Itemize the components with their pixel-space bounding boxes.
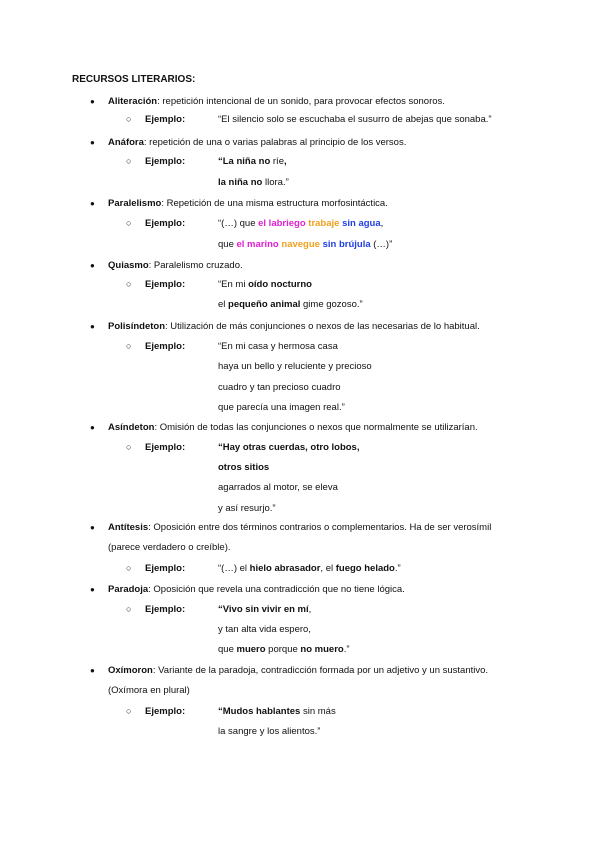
bullet-icon: ● xyxy=(90,199,95,208)
definition: : repetición intencional de un sonido, para provocar efectos sonoros. xyxy=(157,96,445,107)
example-line: cuadro y tan precioso cuadro xyxy=(218,382,341,393)
definition: : repetición de una o varias palabras al principio de los versos. xyxy=(143,137,407,148)
term: Asíndeton xyxy=(108,422,155,433)
term: Antítesis xyxy=(108,522,149,533)
example-line: “Vivo sin vivir en mí, xyxy=(218,604,312,615)
example-line: que parecía una imagen real.” xyxy=(218,402,345,413)
page-title: RECURSOS LITERARIOS: xyxy=(72,74,196,85)
example-line: agarrados al motor, se eleva xyxy=(218,482,338,493)
definition: : Oposición que revela una contradicción que no tiene lógica. xyxy=(148,584,405,595)
definition: : Oposición entre dos términos contrarios o complementarios. Ha de ser verosímil xyxy=(148,522,492,533)
bullet-icon: ● xyxy=(90,523,95,532)
example-line: “En mi casa y hermosa casa xyxy=(218,341,338,352)
bullet-icon: ● xyxy=(90,261,95,270)
example-label: Ejemplo: xyxy=(145,218,186,229)
example-line: que el marino navegue sin brújula (…)” xyxy=(218,239,393,250)
example-label: Ejemplo: xyxy=(145,341,186,352)
example-label: Ejemplo: xyxy=(145,156,186,167)
definition: : Utilización de más conjunciones o nexos de las necesarias de lo habitual. xyxy=(165,321,480,332)
circle-bullet-icon: ○ xyxy=(126,442,132,452)
example-line: “En mi oído nocturno xyxy=(218,279,312,290)
example-line: la niña no llora.” xyxy=(218,177,289,188)
term: Paralelismo xyxy=(108,198,162,209)
example-label: Ejemplo: xyxy=(145,114,186,125)
bullet-icon: ● xyxy=(90,322,95,331)
example-line: y tan alta vida espero, xyxy=(218,624,311,635)
circle-bullet-icon: ○ xyxy=(126,279,132,289)
term: Aliteración xyxy=(108,96,158,107)
example-line: y así resurjo.” xyxy=(218,503,276,514)
term: Anáfora xyxy=(108,137,144,148)
example-line: “Hay otras cuerdas, otro lobos, xyxy=(218,442,360,453)
example-line: la sangre y los alientos.” xyxy=(218,726,321,737)
circle-bullet-icon: ○ xyxy=(126,604,132,614)
example-line: “Mudos hablantes sin más xyxy=(218,706,336,717)
example-line: “La niña no ríe, xyxy=(218,156,287,167)
bullet-icon: ● xyxy=(90,585,95,594)
bullet-icon: ● xyxy=(90,666,95,675)
term: Quiasmo xyxy=(108,260,149,271)
example-label: Ejemplo: xyxy=(145,442,186,453)
definition: : Repetición de una misma estructura morfosintáctica. xyxy=(161,198,388,209)
example-line: haya un bello y reluciente y precioso xyxy=(218,361,372,372)
example-label: Ejemplo: xyxy=(145,279,186,290)
bullet-icon: ● xyxy=(90,138,95,147)
bullet-icon: ● xyxy=(90,97,95,106)
term: Oxímoron xyxy=(108,665,153,676)
example-line: “(…) el hielo abrasador, el fuego helado.” xyxy=(218,563,401,574)
circle-bullet-icon: ○ xyxy=(126,218,132,228)
example-label: Ejemplo: xyxy=(145,604,186,615)
definition: : Variante de la paradoja, contradicción formada por un adjetivo y un sustantivo. xyxy=(152,665,489,676)
definition: : Paralelismo cruzado. xyxy=(148,260,243,271)
example-line: otros sitios xyxy=(218,462,270,473)
example-line: “(…) que el labriego trabaje sin agua, xyxy=(218,218,384,229)
example-label: Ejemplo: xyxy=(145,563,186,574)
term: Polisíndeton xyxy=(108,321,165,332)
example-label: Ejemplo: xyxy=(145,706,186,717)
definition-continued: (Oxímora en plural) xyxy=(108,685,190,696)
definition-continued: (parece verdadero o creíble). xyxy=(108,542,231,553)
term: Paradoja xyxy=(108,584,149,595)
circle-bullet-icon: ○ xyxy=(126,706,132,716)
example-line: “El silencio solo se escuchaba el susurro de abejas que sonaba.” xyxy=(218,114,492,125)
circle-bullet-icon: ○ xyxy=(126,563,132,573)
circle-bullet-icon: ○ xyxy=(126,114,132,124)
bullet-icon: ● xyxy=(90,423,95,432)
circle-bullet-icon: ○ xyxy=(126,156,132,166)
circle-bullet-icon: ○ xyxy=(126,341,132,351)
example-line: el pequeño animal gime gozoso.” xyxy=(218,299,363,310)
example-line: que muero porque no muero.” xyxy=(218,644,350,655)
definition: : Omisión de todas las conjunciones o nexos que normalmente se utilizarían. xyxy=(154,422,478,433)
